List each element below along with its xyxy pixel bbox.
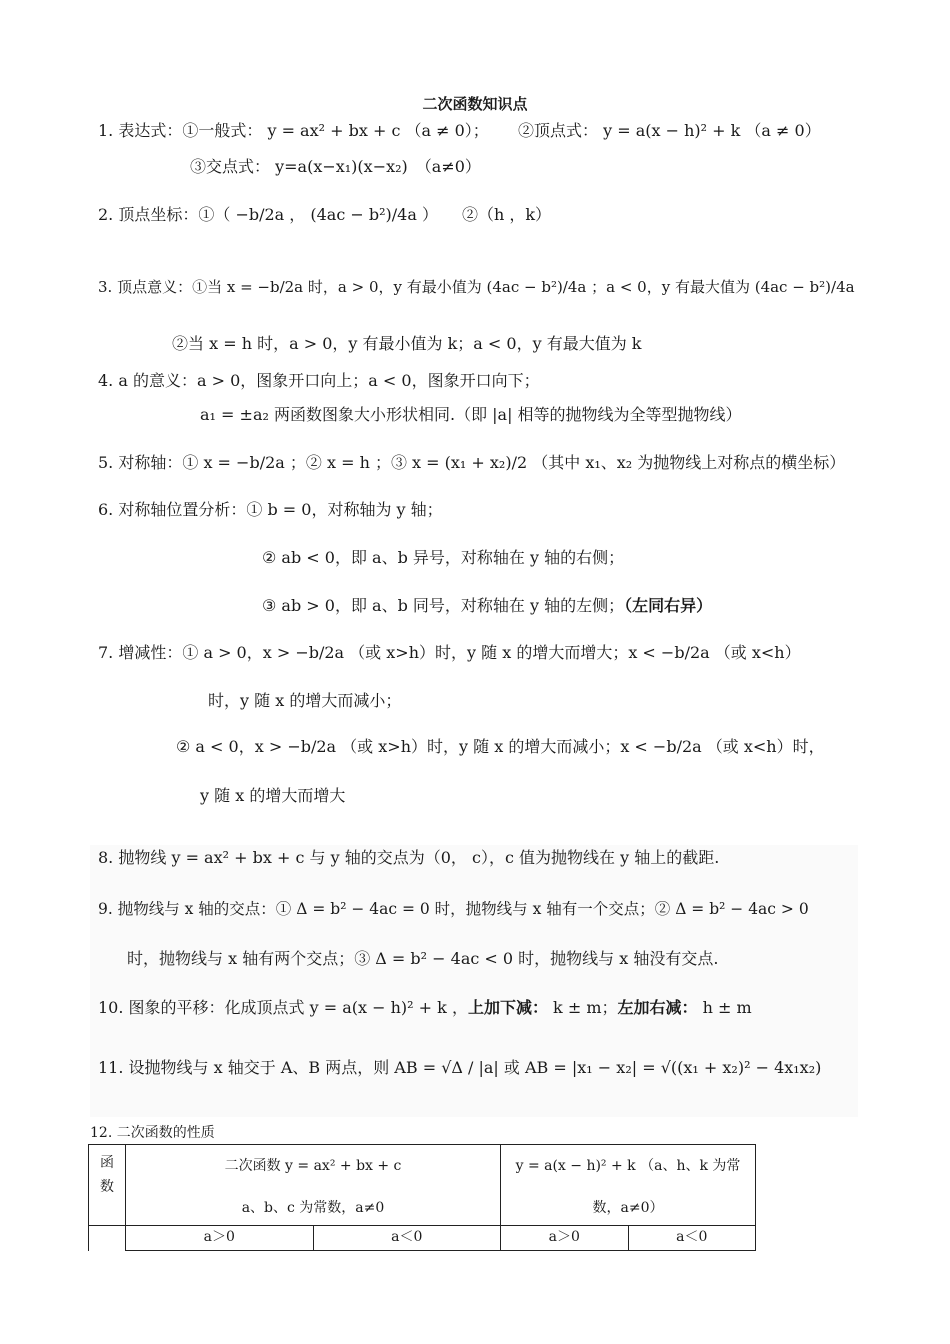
line-9-x-intercepts-1: 9. 抛物线与 x 轴的交点：① Δ = b² − 4ac = 0 时，抛物线与 x 轴有一个交点；② Δ = b² − 4ac > 0 [98,900,809,918]
line-6-axis-position-2: ② ab < 0，即 a、b 异号，对称轴在 y 轴的右侧； [262,548,625,567]
table-cell-general-cases [126,1226,501,1251]
line-6-text: ③ ab > 0，即 a、b 同号，对称轴在 y 轴的左侧； [262,596,625,615]
line-3-vertex-meaning-1: 3. 顶点意义：①当 x = −b/2a 时，a > 0，y 有最小值为 (4ac − b²)/4a ；a < 0，y 有最大值为 (4ac − b²)/4a [98,278,855,296]
line-4-meaning-a: 4. a 的意义：a > 0，图象开口向上；a < 0，图象开口向下； [98,371,540,390]
table-cell-vertex [501,1145,756,1226]
line-10-text: 10. 图象的平移：化成顶点式 y = a(x − h)² + k ， [98,998,468,1017]
line-7-monotonic-1: 7. 增减性：① a > 0，x > −b/2a （或 x>h）时，y 随 x 的增大而增大；x < −b/2a （或 x<h） [98,643,801,662]
line-5-axis: 5. 对称轴：① x = −b/2a ；② x = h ；③ x = (x₁ + x₂)/2 （其中 x₁、x₂ 为抛物线上对称点的横坐标） [98,453,846,472]
line-10-rule-horizontal: 左加右减： [617,998,698,1017]
case-cell: a＜0 [676,1229,708,1245]
line-2-vertex-coords: 2. 顶点坐标：①（ −b/2a ， (4ac − b²)/4a ） ②（h ，k） [98,205,552,224]
line-10-h: h ± m [697,998,752,1017]
line-6-mnemonic: （左同右异） [624,596,713,615]
table-row [89,1145,756,1226]
line-10-rule-vertical: 上加下减： [467,998,548,1017]
vertex-form-note: 数，a≠0） [592,1200,664,1216]
general-form-label: 二次函数 y = ax² + bx + c [224,1158,402,1174]
line-8-y-intercept: 8. 抛物线 y = ax² + bx + c 与 y 轴的交点为（0， c），c 值为抛物线在 y 轴上的截距. [98,848,720,867]
document-title: 二次函数知识点 [422,95,528,113]
line-11-distance: 11. 设抛物线与 x 轴交于 A、B 两点，则 AB = √Δ / |a| 或 AB = |x₁ − x₂| = √((x₁ + x₂)² − 4x₁x₂) [98,1058,822,1077]
section-12-heading: 12. 二次函数的性质 [90,1125,215,1141]
table-row [89,1226,756,1251]
line-1-general-form: 1. 表达式：①一般式： y = ax² + bx + c （a ≠ 0）； [98,121,489,140]
table-cell-vertex-cases [501,1226,756,1251]
head-col-label: 函数 [100,1155,114,1195]
line-6-axis-position-3 [262,596,712,616]
line-7-monotonic-3: ② a < 0，x > −b/2a （或 x>h）时，y 随 x 的增大而减小；x < −b/2a （或 x<h）时， [176,737,825,756]
table-blank-cell [89,1226,126,1251]
line-10-k: k ± m； [547,998,618,1017]
line-1-intercept-form: ③交点式： y=a(x−x₁)(x−x₂) （a≠0） [190,157,481,176]
general-form-note: a、b、c 为常数，a≠0 [241,1200,385,1216]
table-row [501,1226,755,1250]
line-6-axis-position-1: 6. 对称轴位置分析：① b = 0，对称轴为 y 轴； [98,500,443,519]
line-9-x-intercepts-2: 时，抛物线与 x 轴有两个交点；③ Δ = b² − 4ac < 0 时，抛物线与 x 轴没有交点. [127,949,719,968]
line-7-monotonic-2: 时，y 随 x 的增大而减小； [208,691,402,710]
case-cell: a＜0 [391,1229,423,1245]
case-cell: a＞0 [126,1226,313,1250]
table-cell-general [126,1145,501,1226]
vertex-cases-table [501,1226,755,1250]
table-head-cell [89,1145,126,1226]
line-3-vertex-meaning-2: ②当 x = h 时，a > 0，y 有最小值为 k；a < 0，y 有最大值为 k [172,334,642,353]
line-1-vertex-form: ②顶点式： y = a(x − h)² + k （a ≠ 0） [518,121,821,140]
vertex-form-label: y = a(x − h)² + k （a、h、k 为常 [515,1158,741,1174]
properties-table [88,1144,756,1251]
general-cases-table [126,1226,500,1250]
line-10-translation [98,998,752,1018]
line-7-monotonic-4: y 随 x 的增大而增大 [200,786,346,805]
case-cell: a＞0 [501,1226,628,1250]
table-row [126,1226,500,1250]
line-4-congruent: a₁ = ±a₂ 两函数图象大小形状相同.（即 |a| 相等的抛物线为全等型抛物线） [200,405,742,424]
